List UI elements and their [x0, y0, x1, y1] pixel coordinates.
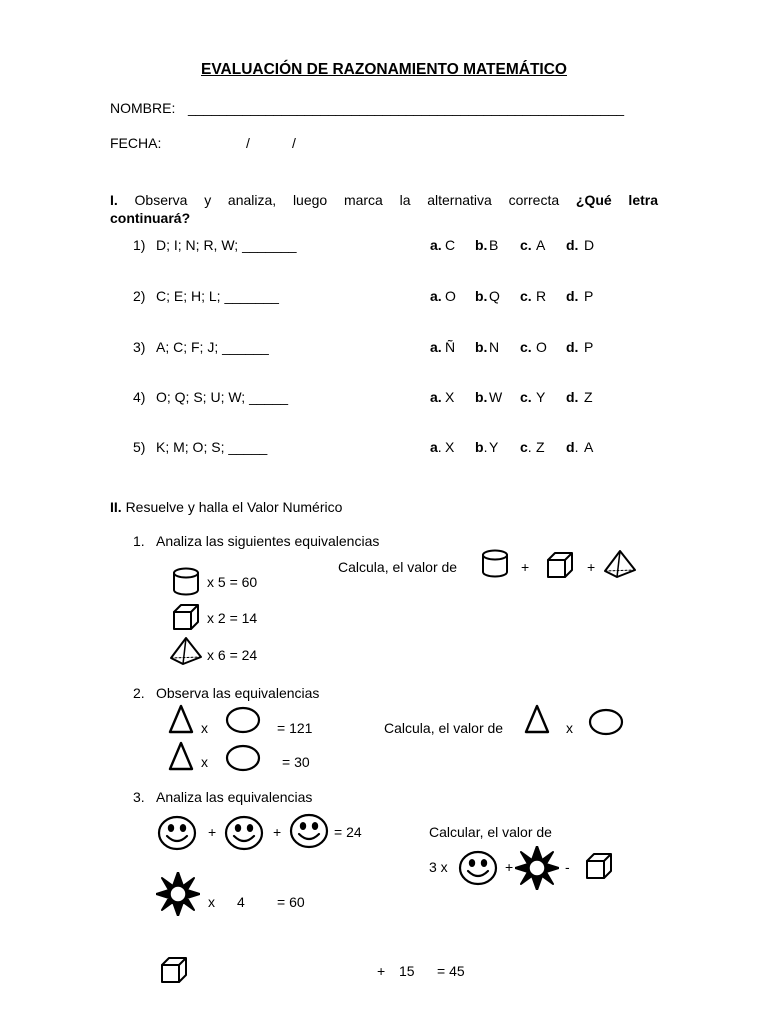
question-sequence: O; Q; S; U; W; _____: [156, 389, 289, 405]
option-value[interactable]: P: [584, 288, 594, 304]
option-letter[interactable]: b.: [475, 237, 488, 253]
problem-3-plus-1: +: [208, 824, 217, 840]
cube-icon: [160, 956, 188, 984]
option-value[interactable]: P: [584, 339, 594, 355]
option-value[interactable]: Z: [536, 439, 545, 455]
option-value[interactable]: O: [536, 339, 547, 355]
problem-1-title: Analiza las siguientes equivalencias: [156, 533, 380, 549]
triangle-icon: [168, 741, 194, 771]
question-number: 1): [133, 237, 146, 253]
problem-3-plus-4: +: [377, 963, 386, 979]
question-sequence: A; C; F; J; ______: [156, 339, 269, 355]
problem-3-plus-2: +: [273, 824, 282, 840]
option-letter[interactable]: b.: [475, 389, 488, 405]
problem-1-eq-2: x 2 = 14: [207, 610, 258, 626]
question-sequence: C; E; H; L; _______: [156, 288, 279, 304]
option-letter[interactable]: c.: [520, 389, 532, 405]
pyramid-icon: [603, 549, 637, 579]
section-1-numeral: I.: [110, 192, 118, 208]
sun-icon: [156, 872, 200, 916]
option-value[interactable]: R: [536, 288, 547, 304]
section-2-heading: [110, 498, 342, 516]
problem-3-number: 3.: [133, 789, 145, 805]
problem-1-eq-3: x 6 = 24: [207, 647, 258, 663]
option-letter[interactable]: b.: [475, 439, 488, 455]
cube-icon: [546, 551, 574, 579]
option-value[interactable]: X: [445, 439, 455, 455]
problem-3-result-1: = 24: [334, 824, 362, 840]
cylinder-icon: [481, 549, 509, 579]
option-letter[interactable]: a.: [430, 389, 442, 405]
problem-3-plus-3: +: [505, 859, 514, 875]
smiley-icon: [458, 850, 498, 886]
circle-icon: [588, 708, 624, 736]
problem-3-ask: Calcular, el valor de: [429, 824, 552, 840]
option-value[interactable]: B: [489, 237, 499, 253]
option-letter[interactable]: d.: [566, 339, 579, 355]
nombre-line: ________________________________________________________: [188, 100, 625, 116]
triangle-icon: [524, 704, 550, 734]
problem-3-result-3: = 45: [437, 963, 465, 979]
question-number: 2): [133, 288, 146, 304]
problem-1-number: 1.: [133, 533, 145, 549]
section-1-question-start: ¿Qué letra: [575, 192, 659, 208]
problem-1-eq-1: x 5 = 60: [207, 574, 258, 590]
option-letter[interactable]: a.: [430, 339, 442, 355]
option-value[interactable]: D: [584, 237, 595, 253]
option-letter[interactable]: d.: [566, 389, 579, 405]
option-value[interactable]: N: [489, 339, 500, 355]
problem-3-result-2: = 60: [277, 894, 305, 910]
option-value[interactable]: A: [536, 237, 546, 253]
fecha-slash-1: /: [246, 135, 250, 151]
problem-3-four: 4: [237, 894, 245, 910]
fecha-slash-2: /: [292, 135, 296, 151]
option-letter[interactable]: b.: [475, 288, 488, 304]
problem-3-coefficient: 3 x: [429, 859, 448, 875]
option-value[interactable]: W: [489, 389, 503, 405]
cylinder-icon: [172, 567, 200, 597]
question-number: 4): [133, 389, 146, 405]
option-letter[interactable]: d.: [566, 288, 579, 304]
option-letter[interactable]: c.: [520, 339, 532, 355]
cube-icon: [172, 603, 200, 631]
problem-3-fifteen: 15: [399, 963, 415, 979]
cube-icon: [585, 852, 613, 880]
option-value[interactable]: Z: [584, 389, 593, 405]
option-letter[interactable]: a.: [430, 288, 442, 304]
problem-2-number: 2.: [133, 685, 145, 701]
problem-2-result-2: = 30: [282, 754, 310, 770]
option-value[interactable]: O: [445, 288, 456, 304]
question-sequence: D; I; N; R, W; _______: [156, 237, 297, 253]
option-value[interactable]: C: [445, 237, 456, 253]
section-1-question-end: continuará?: [110, 210, 191, 226]
option-value[interactable]: X: [445, 389, 455, 405]
circle-icon: [225, 706, 261, 734]
problem-2-result-1: = 121: [277, 720, 313, 736]
nombre-label: NOMBRE:: [110, 100, 176, 116]
problem-2-x-2: x: [201, 754, 208, 770]
section-1-text: Observa y analiza, luego marca la alternativa correcta: [134, 192, 560, 208]
section-2-text: Resuelve y halla el Valor Numérico: [125, 499, 343, 515]
option-letter[interactable]: c.: [520, 288, 532, 304]
option-letter[interactable]: c.: [520, 237, 532, 253]
option-letter[interactable]: d.: [566, 439, 579, 455]
fecha-label: FECHA:: [110, 135, 162, 151]
problem-2-title: Observa las equivalencias: [156, 685, 320, 701]
option-value[interactable]: Y: [536, 389, 546, 405]
section-1-instruction: [110, 191, 658, 209]
question-number: 5): [133, 439, 146, 455]
question-sequence: K; M; O; S; _____: [156, 439, 268, 455]
option-value[interactable]: Y: [489, 439, 499, 455]
page-title: EVALUACIÓN DE RAZONAMIENTO MATEMÁTICO: [201, 61, 567, 78]
option-letter[interactable]: c.: [520, 439, 532, 455]
problem-1-plus-2: +: [587, 559, 596, 575]
option-letter[interactable]: a.: [430, 237, 442, 253]
problem-2-x-1: x: [201, 720, 208, 736]
smiley-icon: [157, 815, 197, 851]
problem-2-x-3: x: [566, 720, 573, 736]
option-letter[interactable]: d.: [566, 237, 579, 253]
problem-3-minus: -: [565, 859, 570, 875]
pyramid-icon: [169, 636, 203, 666]
problem-1-ask: Calcula, el valor de: [338, 559, 458, 575]
smiley-icon: [289, 813, 329, 849]
circle-icon: [225, 744, 261, 772]
problem-3-title: Analiza las equivalencias: [156, 789, 313, 805]
sun-icon: [515, 846, 559, 890]
option-letter[interactable]: a.: [430, 439, 442, 455]
section-2-numeral: II.: [110, 499, 122, 515]
option-letter[interactable]: b.: [475, 339, 488, 355]
smiley-icon: [224, 815, 264, 851]
option-value[interactable]: Q: [489, 288, 500, 304]
problem-1-plus-1: +: [521, 559, 530, 575]
triangle-icon: [168, 704, 194, 734]
question-number: 3): [133, 339, 146, 355]
problem-3-x: x: [208, 894, 215, 910]
option-value[interactable]: A: [584, 439, 594, 455]
problem-2-ask: Calcula, el valor de: [384, 720, 504, 736]
option-value[interactable]: Ñ: [445, 339, 456, 355]
